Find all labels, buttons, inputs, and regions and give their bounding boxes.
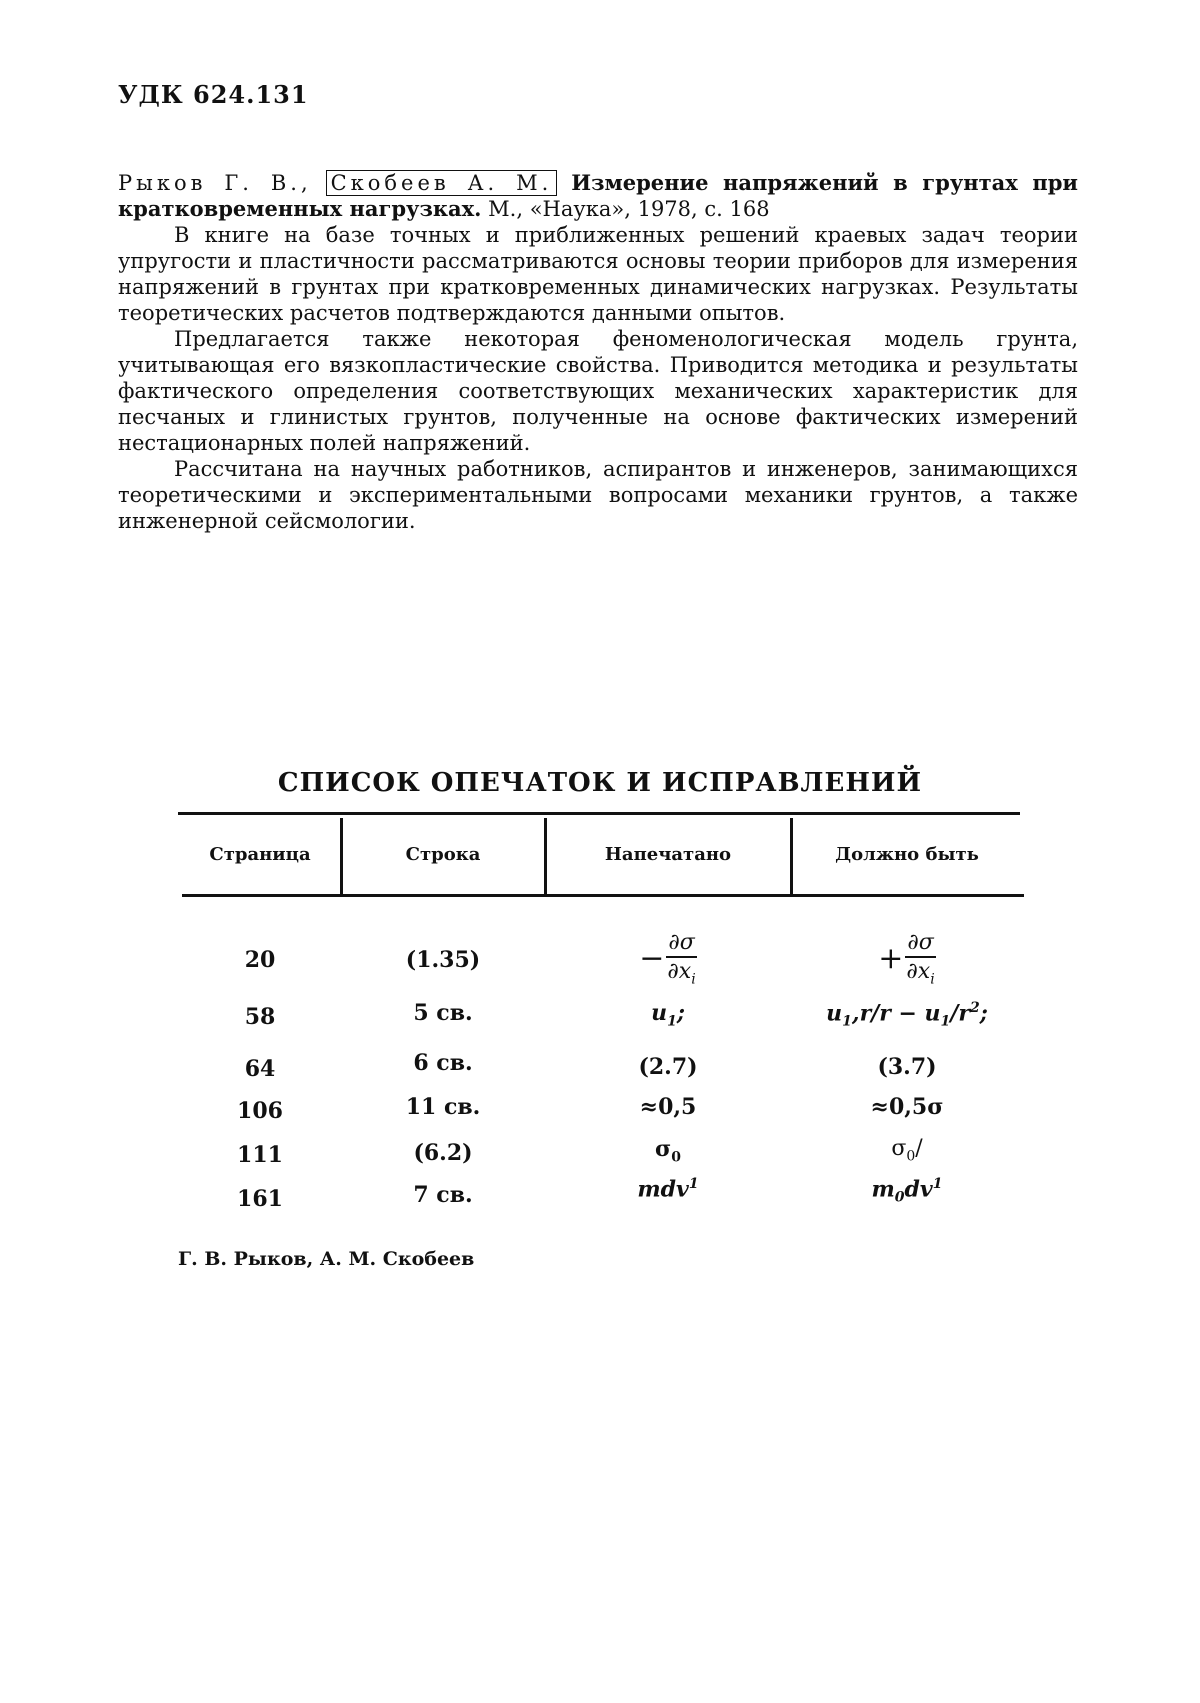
minus-sign: − [639, 941, 665, 977]
table-header-rule [182, 894, 1024, 897]
cell-line: 6 св. [413, 1050, 473, 1076]
author-1: Рыков Г. В., [118, 171, 312, 195]
book-title: Измерение напряжений в грунтах при кратковременных нагрузках. [118, 170, 1078, 221]
signature-line: Г. В. Рыков, А. М. Скобеев [178, 1248, 475, 1270]
partial-fraction: $\frac{\partial\sigma}{\partial x_i}$ [906, 930, 935, 988]
cell-printed [547, 930, 789, 987]
cell-printed: (2.7) [638, 1054, 698, 1080]
cell-correct: ≈0,5σ [870, 1094, 944, 1120]
cell-line: (6.2) [413, 1140, 473, 1166]
plus-sign: + [878, 941, 904, 977]
cell-printed: ≈0,5 [639, 1094, 697, 1120]
cell-correct: $m_0dv^1$ [871, 1176, 943, 1206]
cell-correct [793, 930, 1021, 987]
annotation [118, 170, 1078, 534]
col-header-page: Страница [209, 844, 311, 865]
cell-page: 20 [244, 947, 276, 973]
annotation-paragraph-1: В книге на базе точных и приближенных решений краевых задач теории упругости и пластичности рассматриваются основы теории приборов для измерения напряжений в грунтах при кратковременных динамических нагрузках. Результаты теоретических расчетов подтверждаются данными опытов. [118, 223, 1078, 325]
author-2-boxed: Скобеев А. М. [326, 170, 558, 196]
cell-page: 58 [244, 1004, 276, 1030]
cell-correct: $\sigma_0/$ [891, 1136, 923, 1165]
publication-info: М., «Наука», 1978, с. 168 [488, 197, 770, 221]
annotation-paragraph-2: Предлагается также некоторая феноменологическая модель грунта, учитывающая его вязкопластические свойства. Приводится методика и результаты фактического определения соответствующих механических характеристик для песчаных и глинистых грунтов, полученные на основе фактических измерений нестационарных полей напряжений. [118, 327, 1078, 455]
col-header-correct: Должно быть [835, 844, 979, 865]
cell-printed: $u_1$; [651, 1000, 685, 1030]
cell-line: (1.35) [405, 947, 481, 973]
cell-page: 64 [244, 1056, 276, 1082]
cell-correct: (3.7) [877, 1054, 937, 1080]
bibliographic-entry [118, 170, 1078, 222]
table-top-rule [178, 812, 1020, 815]
cell-line: 5 св. [413, 1000, 473, 1026]
cell-correct: $u_1,r/r - u_1/r^2$; [826, 1000, 988, 1030]
cell-line: 11 св. [405, 1094, 481, 1120]
cell-printed: $\sigma_0$ [655, 1136, 681, 1166]
cell-page: 106 [237, 1098, 283, 1124]
cell-page: 111 [237, 1142, 283, 1168]
partial-fraction: $\frac{\partial\sigma}{\partial x_i}$ [667, 930, 696, 988]
col-header-line: Строка [405, 844, 481, 865]
cell-printed: mdv$^1$ [637, 1176, 699, 1203]
errata-title: СПИСОК ОПЕЧАТОК И ИСПРАВЛЕНИЙ [277, 768, 923, 798]
cell-line: 7 св. [413, 1182, 473, 1208]
udk-code: УДК 624.131 [118, 80, 309, 109]
annotation-paragraph-3: Рассчитана на научных работников, аспирантов и инженеров, занимающихся теоретическими и экспериментальными вопросами механики грунтов, а также инженерной сейсмологии. [118, 457, 1078, 533]
col-header-printed: Напечатано [604, 844, 732, 865]
cell-page: 161 [237, 1186, 283, 1212]
